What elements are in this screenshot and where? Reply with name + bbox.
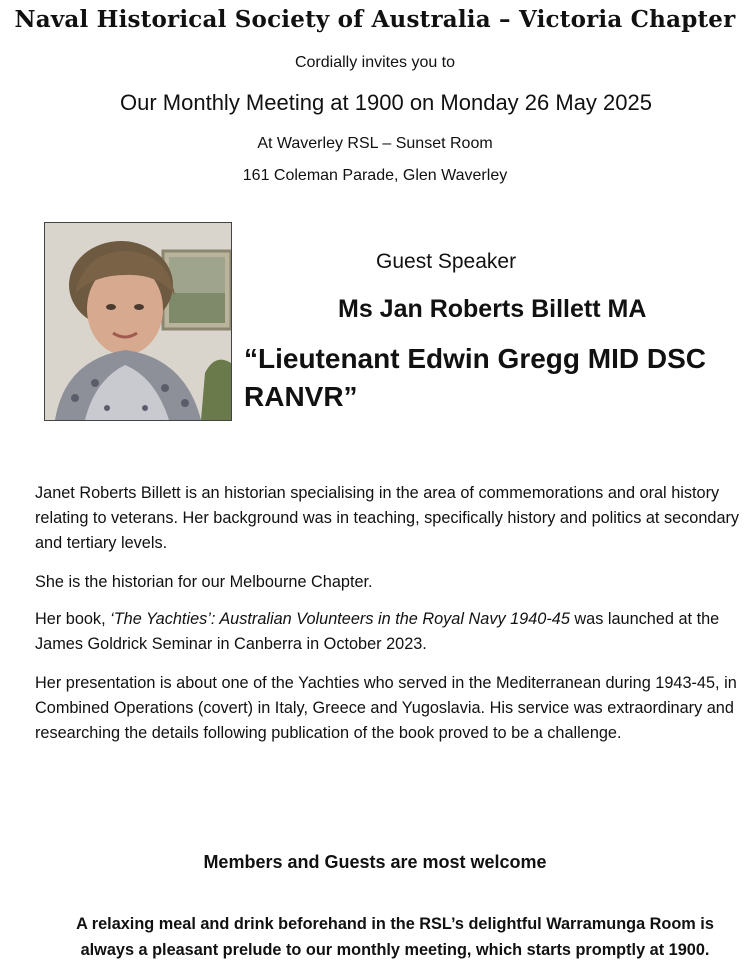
- speaker-portrait-image: [45, 223, 231, 420]
- book-paragraph-prefix: Her book,: [35, 610, 111, 628]
- address-line: 161 Coleman Parade, Glen Waverley: [242, 167, 508, 184]
- bio-paragraph: Janet Roberts Billett is an historian specialising in the area of commemorations and oral history relating to veterans. Her background was in teaching, specifically history and politics at secondary and tertiary levels.: [35, 484, 740, 552]
- speaker-photo: [44, 222, 232, 421]
- guest-speaker-label: Guest Speaker: [376, 250, 517, 273]
- meal-note: A relaxing meal and drink beforehand in the RSL’s delightful Warramunga Room is always a pleasant prelude to our monthly meeting, which starts promptly at 1900.: [76, 915, 714, 959]
- book-paragraph: [35, 607, 745, 657]
- talk-title: “Lieutenant Edwin Gregg MID DSC RANVR”: [244, 343, 707, 412]
- presentation-paragraph: Her presentation is about one of the Yachties who served in the Mediterranean during 1943-45, in Combined Operations (covert) in Italy, Greece and Yugoslavia. His service was extraordinary and researching the details following publication of the book proved to be a challenge.: [35, 674, 737, 742]
- book-paragraph-suffix: was launched at the James Goldrick Seminar in Canberra in October 2023.: [35, 610, 720, 653]
- chapter-historian-paragraph: She is the historian for our Melbourne Chapter.: [35, 573, 373, 591]
- society-title: Naval Historical Society of Australia – Victoria Chapter: [14, 6, 736, 33]
- speaker-name: Ms Jan Roberts Billett MA: [338, 295, 647, 323]
- welcome-line: Members and Guests are most welcome: [203, 852, 547, 872]
- meeting-line: Our Monthly Meeting at 1900 on Monday 26 May 2025: [120, 90, 652, 115]
- venue-line: At Waverley RSL – Sunset Room: [257, 135, 493, 152]
- book-title: ‘The Yachties’: Australian Volunteers in the Royal Navy 1940-45: [110, 610, 570, 628]
- invite-line: Cordially invites you to: [294, 54, 456, 71]
